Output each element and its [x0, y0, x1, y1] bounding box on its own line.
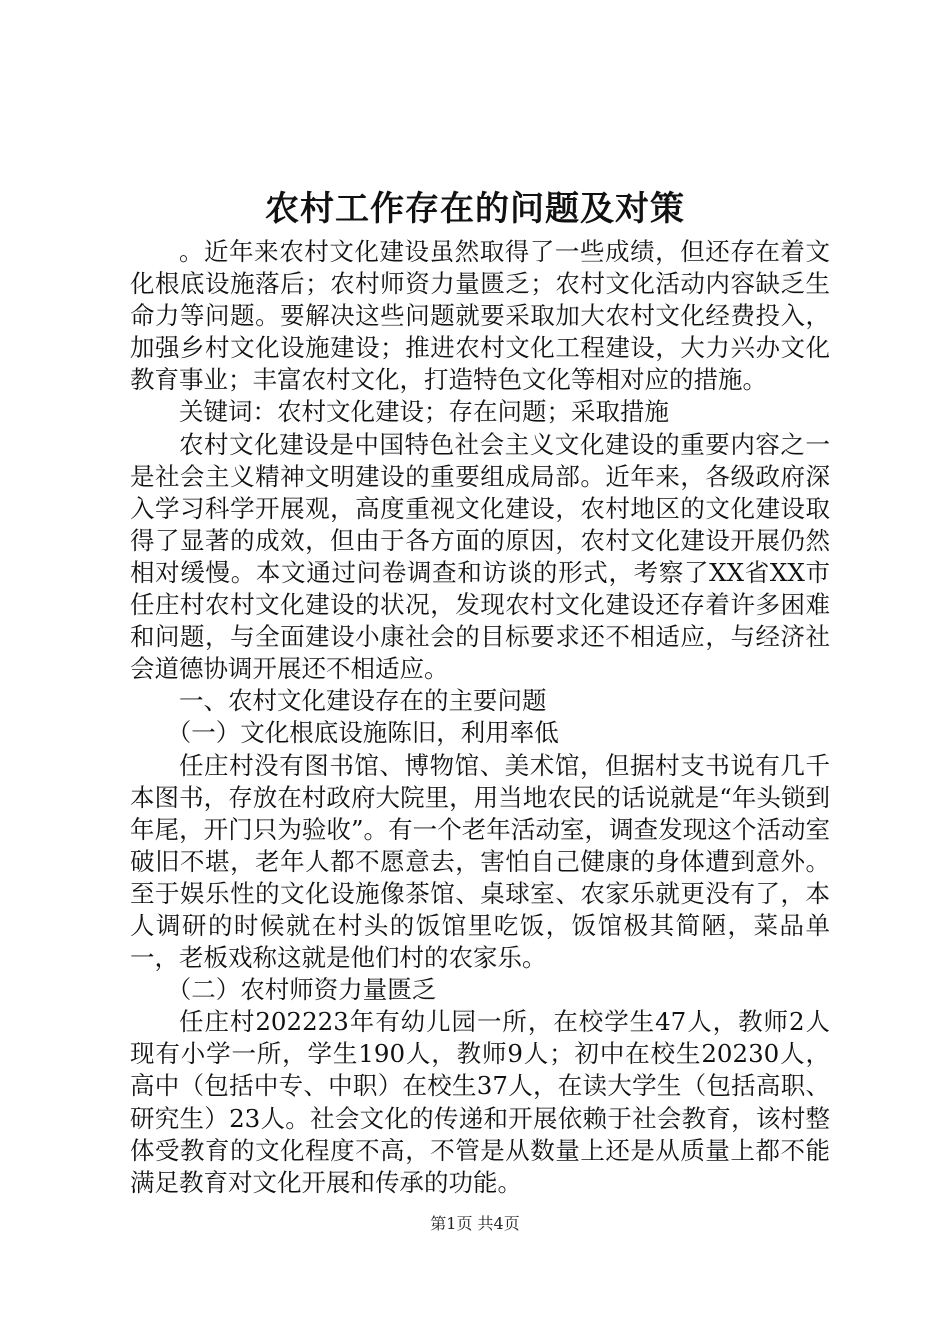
abstract-paragraph: 。近年来农村文化建设虽然取得了一些成绩，但还存在着文化根底设施落后；农村师资力量匮乏；农村文化活动内容缺乏生命力等问题。要解决这些问题就要采取加大农村文化经费投入，加强乡村文化设施建设；推进农村文化工程建设，大力兴办文化教育事业；丰富农村文化，打造特色文化等相对应的措施。	[130, 237, 830, 395]
intro-paragraph: 农村文化建设是中国特色社会主义文化建设的重要内容之一是社会主义精神文明建设的重要组成局部。近年来，各级政府深入学习科学开展观，高度重视文化建设，农村地区的文化建设取得了显著的成效，但由于各方面的原因，农村文化建设开展仍然相对缓慢。本文通过问卷调查和访谈的形式，考察了XX省XX市任庄村农村文化建设的状况，发现农村文化建设还存着许多困难和问题，与全面建设小康社会的目标要求还不相适应，与经济社会道德协调开展还不相适应。	[130, 429, 830, 684]
subsection-heading-1: （一）文化根底设施陈旧，利用率低	[166, 718, 559, 748]
teachers-paragraph: 任庄村202223年有幼儿园一所，在校学生47人，教师2人现有小学一所，学生190人，教师9人；初中在校生20230人，高中（包括中专、中职）在校生37人，在读大学生（包括高职、研究生）23人。社会文化的传递和开展依赖于社会教育，该村整体受教育的文化程度不高，不管是从数量上还是从质量上都不能满足教育对文化开展和传承的功能。	[130, 1007, 830, 1197]
keywords-paragraph: 关键词：农村文化建设；存在问题；采取措施	[179, 397, 669, 427]
facilities-paragraph: 任庄村没有图书馆、博物馆、美术馆，但据村支书说有几千本图书，存放在村政府大院里，用当地农民的话说就是“年头锁到年尾，开门只为验收”。有一个老年活动室，调查发现这个活动室破旧不堪，老年人都不愿意去，害怕自己健康的身体遭到意外。至于娱乐性的文化设施像茶馆、桌球室、农家乐就更没有了，本人调研的时候就在村头的饭馆里吃饭，饭馆极其简陋，菜品单一，老板戏称这就是他们村的农家乐。	[130, 750, 830, 973]
document-body	[130, 236, 830, 1199]
document-title: 农村工作存在的问题及对策	[265, 189, 685, 229]
section-heading: 一、农村文化建设存在的主要问题	[179, 686, 547, 716]
page-footer: 第1页 共4页	[430, 1214, 520, 1233]
subsection-heading-2: （二）农村师资力量匮乏	[166, 975, 437, 1005]
